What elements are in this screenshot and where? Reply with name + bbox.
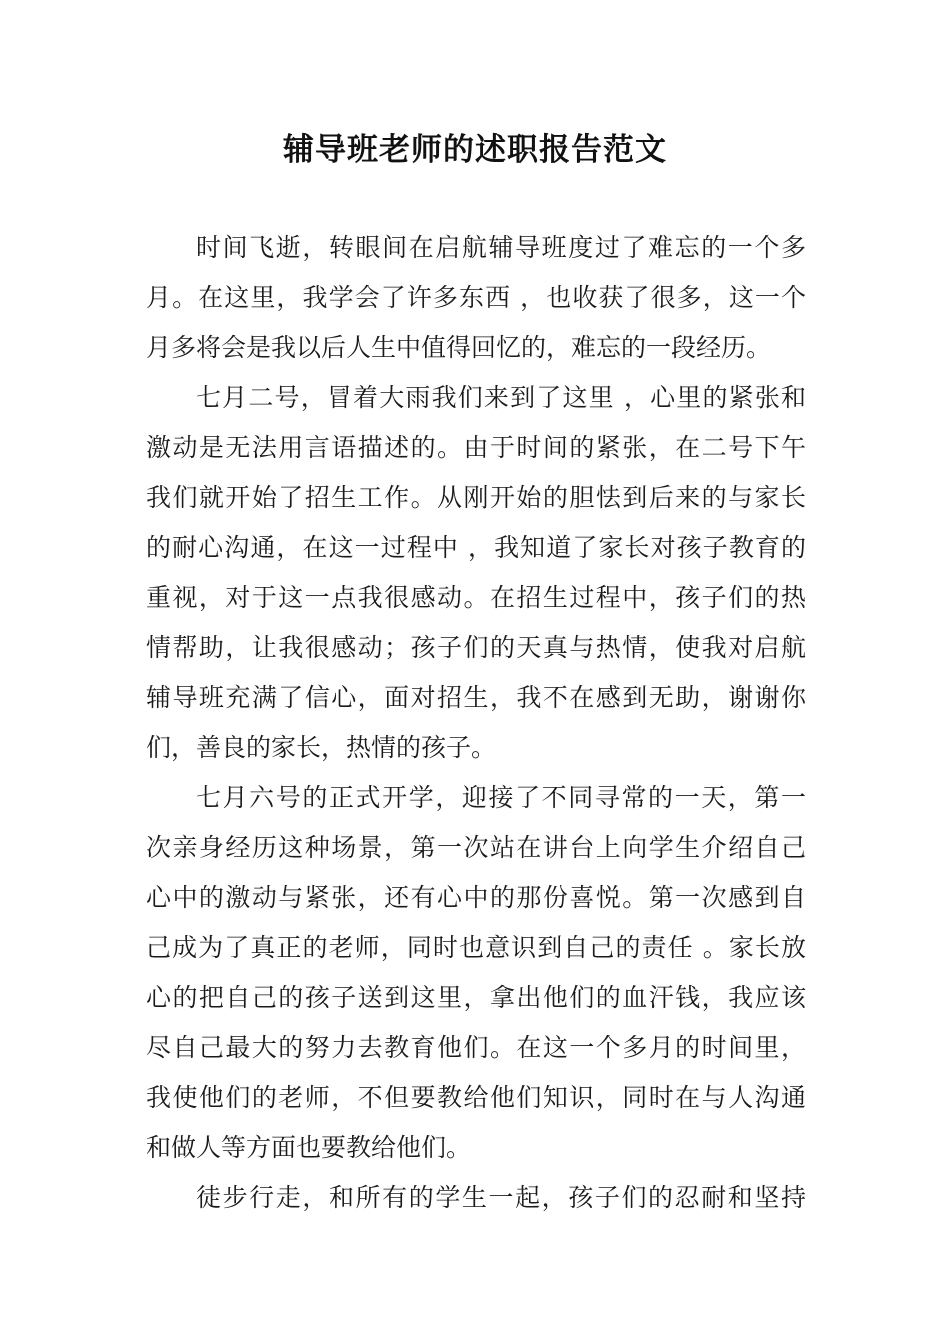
paragraph-line: 尽自己最大的努力去教育他们。在这一个多月的时间里， xyxy=(146,1033,806,1062)
paragraph-line: 们，善良的家长，热情的孩子。 xyxy=(146,733,497,762)
paragraph-line: 激动是无法用言语描述的。由于时间的紧张，在二号下午 xyxy=(146,433,806,462)
paragraph-line: 月多将会是我以后人生中值得回忆的，难忘的一段经历。 xyxy=(146,333,772,362)
paragraph-line: 七月二号，冒着大雨我们来到了这里 ，心里的紧张和 xyxy=(196,383,806,412)
paragraph-line: 时间飞逝，转眼间在启航辅导班度过了难忘的一个多 xyxy=(196,233,806,262)
paragraph-line: 的耐心沟通，在这一过程中 ，我知道了家长对孩子教育的 xyxy=(146,533,806,562)
paragraph-line: 心中的激动与紧张，还有心中的那份喜悦。第一次感到自 xyxy=(146,883,806,912)
paragraph-line: 情帮助，让我很感动；孩子们的天真与热情，使我对启航 xyxy=(146,633,806,662)
paragraph-line: 我们就开始了招生工作。从刚开始的胆怯到后来的与家长 xyxy=(146,483,806,512)
paragraph-line: 月。在这里，我学会了许多东西 ，也收获了很多，这一个 xyxy=(146,283,806,312)
paragraph-line: 徒步行走，和所有的学生一起，孩子们的忍耐和坚持 xyxy=(196,1183,806,1212)
paragraph-line: 次亲身经历这种场景，第一次站在讲台上向学生介绍自己 xyxy=(146,833,806,862)
paragraph-line: 己成为了真正的老师，同时也意识到自己的责任 。家长放 xyxy=(146,933,806,962)
paragraph-line: 辅导班充满了信心，面对招生，我不在感到无助，谢谢你 xyxy=(146,683,806,712)
paragraph-line: 心的把自己的孩子送到这里，拿出他们的血汗钱，我应该 xyxy=(146,983,806,1012)
paragraph-line: 和做人等方面也要教给他们。 xyxy=(146,1133,472,1162)
paragraph-line: 重视，对于这一点我很感动。在招生过程中，孩子们的热 xyxy=(146,583,806,612)
document-title: 辅导班老师的述职报告范文 xyxy=(283,132,667,168)
paragraph-line: 七月六号的正式开学，迎接了不同寻常的一天，第一 xyxy=(196,783,806,812)
paragraph-line: 我使他们的老师，不但要教给他们知识，同时在与人沟通 xyxy=(146,1083,806,1112)
